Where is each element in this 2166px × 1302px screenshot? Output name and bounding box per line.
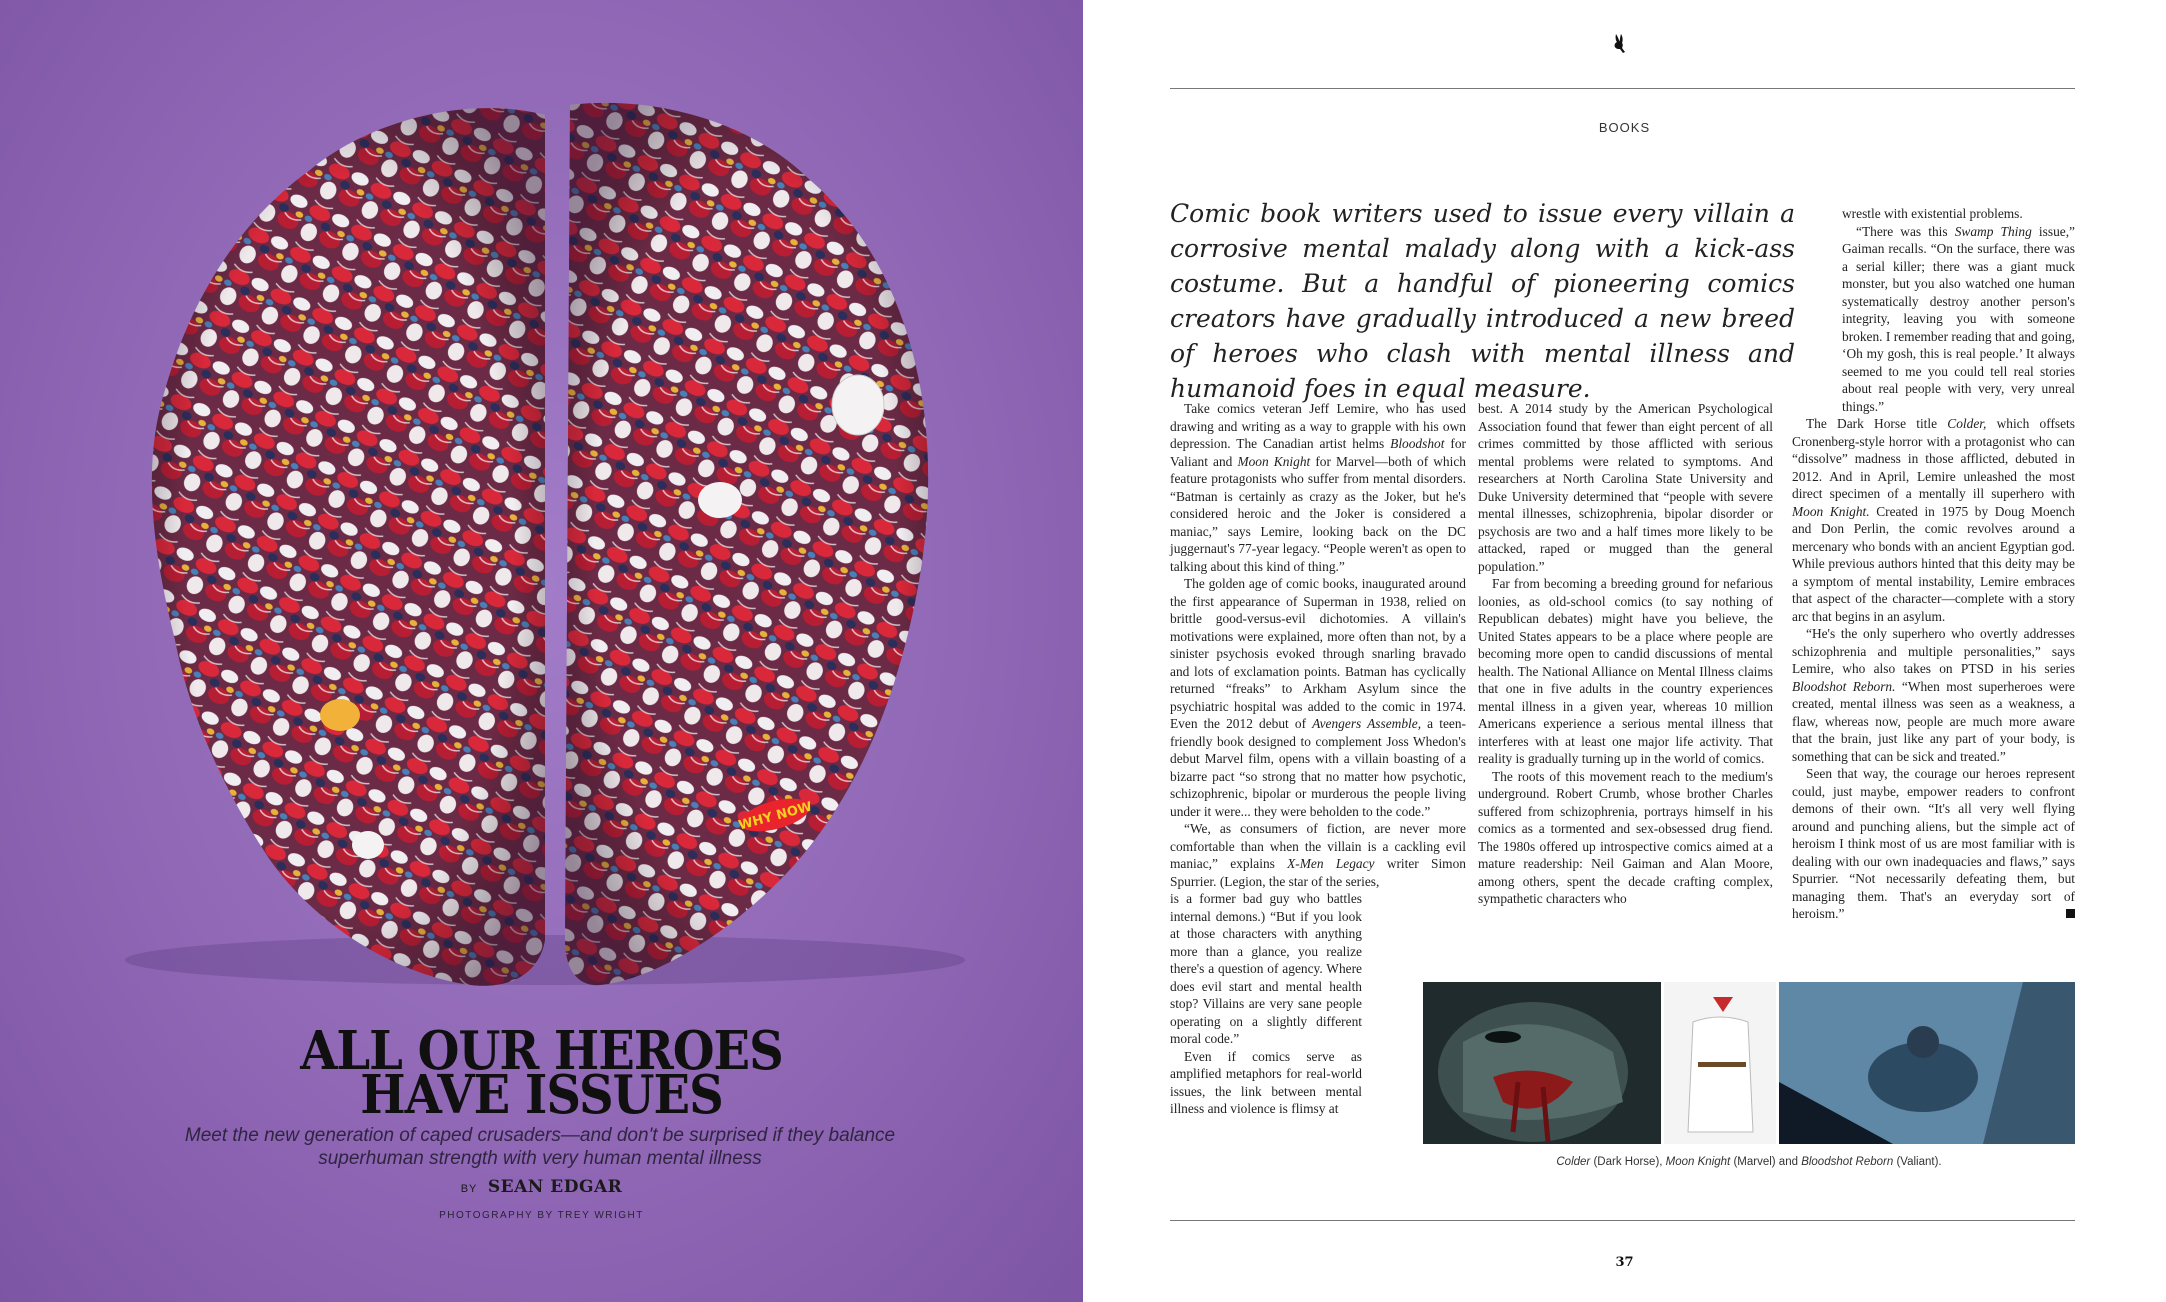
deck-subtitle: Meet the new generation of caped crusaders—and don't be surprised if they balance superhuman strength with very human mental illness (184, 1125, 896, 1169)
image-caption: Colder (Dark Horse), Moon Knight (Marvel) and Bloodshot Reborn (Valiant). (1556, 1156, 1942, 1168)
photo-credit: PHOTOGRAPHY BY TREY WRIGHT (439, 1210, 644, 1221)
headline-line-2: HAVE ISSUES (360, 1063, 723, 1127)
body-column-3: wrestle with existential problems. “There was this Swamp Thing issue,” Gaiman recalls. “On the surface, there was a serial killer; there was a giant muck monster, but you also watched one human systematically destroy another person's integrity, leaving you with someone broken. I remember reading that and going, ‘Oh my gosh, this is real people.’ It always seemed to me you could tell real stories about real people with very, very unreal things.” The Dark Horse title Colder, which offsets Cronenberg-style horror with a protagonist who can “dissolve” madness in those afflicted, debuted in 2012. And in April, Lemire unleashed the most direct specimen of a mentally ill superhero with Moon Knight. Created in 1975 by Doug Moench and Don Perlin, the comic revolves around a mercenary who bonds with an ancient Egyptian god. While previous authors hinted that this deity may be a symptom of mental instability, Lemire embraces that aspect of the character—complete with a story arc that begins in an asylum. “He's the only superhero who overtly addresses schizophrenia and multiple personalities,” says Lemire, who also takes on PTSD in his series Bloodshot Reborn. “When most superheroes were created, mental illness was seen as a weakness, a flaw, whereas now, people are much more aware that the brain, just like any part of your body, is something that can be sick and treated.” Seen that way, the courage our heroes represent could, just maybe, empower readers to confront demons of their own. “It's all very well flying around and punching aliens, but the simple act of heroism I think most of us are most familiar with is dealing with our own inadequacies and flaws,” says Spurrier. “Not necessarily defeating them, but managing them. That's an everyday sort of heroism.” (1792, 206, 2075, 921)
page-number: 37 (1615, 1255, 1634, 1270)
right-page (1083, 0, 2166, 1302)
body-column-1: Take comics veteran Jeff Lemire, who has used drawing and writing as a way to grapple with his own depression. The Canadian artist helms Bloodshot for Valiant and Moon Knight for Marvel—both of which feature protagonists who suffer from mental disorders. “Batman is certainly as crazy as the Joker, but he's considered heroic and the Joker is considered a maniac,” says Lemire, looking back on the DC juggernaut's 77-year legacy. “People weren't as open to talking about this kind of thing.” The golden age of comic books, inaugurated around the first appearance of Superman in 1938, relied on brittle good-versus-evil dichotomies. A villain's motivations were explained, more often than not, by a sinister psychosis evoked through snarling bravado and lots of exclamation points. Batman has cyclically returned “freaks” to Arkham Asylum since the psychiatric hospital was added to the comic in 1974. Even the 2012 debut of Avengers Assemble, a teen-friendly book designed to complement Joss Whedon's debut Marvel film, opens with a villain boasting of a bizarre pact “so strong that no matter how psychotic, schizophrenic, bipolar or murderous the people living under it were... they were beholden to the code.” “We, as consumers of fiction, are never more comfortable than when the villain is a cackling evil maniac,” explains X-Men Legacy writer Simon Spurrier. (Legion, the star of the series, is a former bad guy who battles internal demons.) “But if you look at those characters with anything more than a glance, you realize there's a question of agency. Where does evil start and mental health stop? Villains are very sane people operating on a slightly different moral code.” Even if comics serve as amplified metaphors for real-world issues, the link between mental illness and violence is flimsy at (1170, 401, 1466, 1116)
bottom-rule (1170, 1220, 2075, 1221)
byline-by: BY (460, 1183, 478, 1195)
lead-paragraph: Comic book writers used to issue every villain a corrosive mental malady along with a kick-ass costume. But a handful of pioneering comics creators have gradually introduced a new breed of heroes who clash with mental illness and humanoid foes in equal measure. (1170, 199, 1795, 403)
comic-panels-image (1423, 982, 2075, 1144)
headline-line-1: ALL OUR HEROES (300, 1019, 783, 1083)
brain-balloon-text: WHY NOW (737, 799, 814, 834)
paper-brain-sculpture-image (0, 0, 1083, 1010)
end-mark-icon (2066, 909, 2075, 918)
section-label: BOOKS (1598, 120, 1651, 135)
byline (0, 1177, 1083, 1197)
author-name: SEAN EDGAR (487, 1177, 623, 1197)
top-rule (1170, 88, 2075, 89)
rabbit-head-logo-icon (1608, 32, 1630, 54)
body-column-2: best. A 2014 study by the American Psychological Association found that fewer than eight percent of all crimes committed by those afflicted with serious mental problems were related to symptoms. And researchers at North Carolina State University and Duke University determined that “people with severe mental illnesses, schizophrenia, bipolar disorder or psychosis are two and a half times more likely to be attacked, raped or mugged than the general population.” Far from becoming a breeding ground for nefarious loonies, as old-school comics (to say nothing of Republican debates) might have you believe, the United States appears to be a place where people are becoming more open to candid discussions of mental health. The National Alliance on Mental Illness claims that one in five adults in the country experiences mental illness in a given year, whereas 10 million Americans experience a serious mental illness that interferes with at least one major life activity. That reality is gradually turning up in the world of comics. The roots of this movement reach to the medium's underground. Robert Crumb, whose brother Charles suffered from schizophrenia, portrays himself in his comics as a tormented and sex-obsessed drug fiend. The 1980s offered up introspective comics aimed at a mature readership: Neil Gaiman and Alan Moore, among others, spent the decade crafting complex, sympathetic characters who (1478, 401, 1773, 906)
